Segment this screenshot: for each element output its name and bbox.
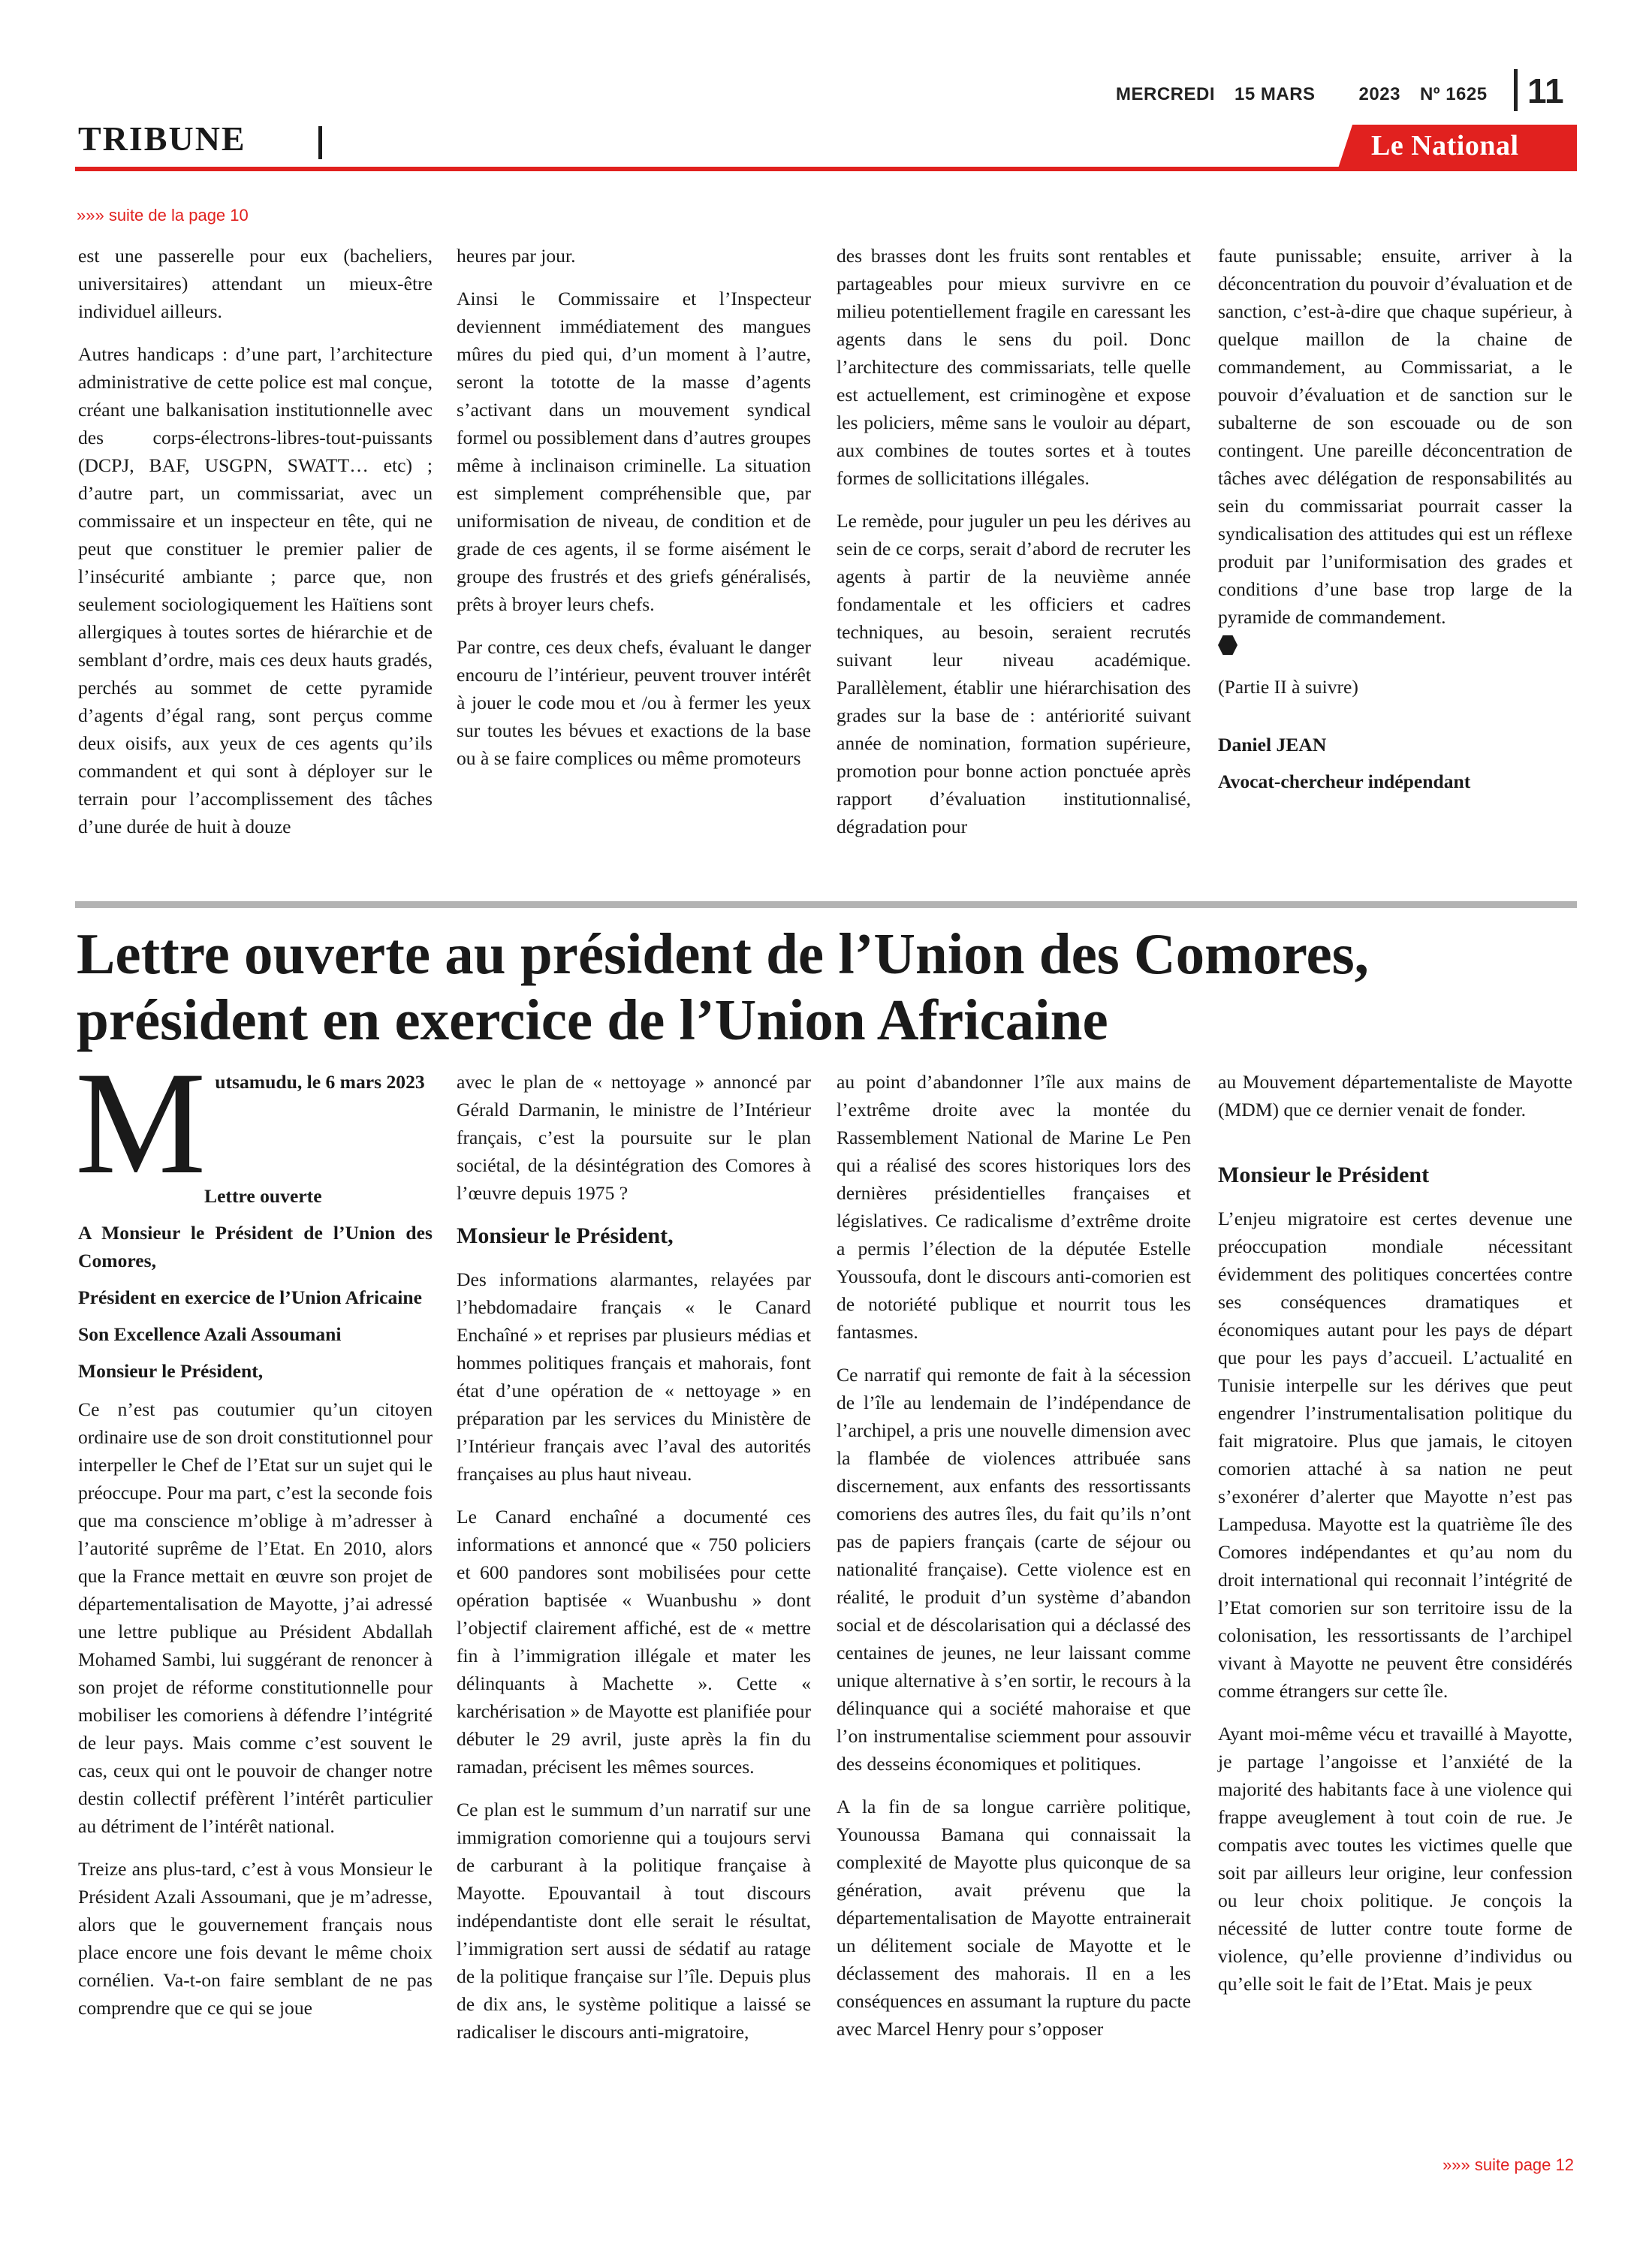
addressee-line: Président en exercice de l’Union Africaine — [78, 1286, 422, 1308]
letter-kind: Lettre ouverte — [204, 1185, 322, 1207]
paragraph: est une passerelle pour eux (bacheliers, universitaires) attendant un mieux-être individuel ailleurs. — [78, 245, 433, 322]
paragraph: Le Canard enchaîné a documenté ces informations et annoncé que « 750 policiers et 600 pandores sont mobilisées pour cette opération baptisée « Wuanbushu » dont l’objectif clairement affiché, est de « mettre fin à l’immigration illégale et mater les délinquants à Machette ». Cette « karchérisation » de Mayotte est planifiée pour débuter le 29 avril, juste après la fin du ramadan, précisent les mêmes sources. — [457, 1506, 811, 1778]
page-number-divider — [1514, 69, 1518, 111]
paragraph: Par contre, ces deux chefs, évaluant le danger encouru de l’intérieur, peuvent trouver intérêt à jouer le code mou et /ou à fermer les yeux sur toutes les bévues et exactions de la base ou à se faire complices ou même promoteurs — [457, 636, 811, 769]
paragraph: Treize ans plus-tard, c’est à vous Monsieur le Président Azali Assoumani, que je m’adresse, alors que le gouvernement français nous place encore une fois devant le même choix cornélien. Va-t-on faire semblant de ne pas comprendre que ce qui se joue — [78, 1858, 433, 2019]
issue-date-line — [1116, 84, 1507, 105]
main-article-column-2 — [457, 1068, 811, 2061]
end-mark-icon — [1218, 635, 1237, 655]
top-article-column-1 — [78, 242, 433, 855]
page-number: 11 — [1527, 71, 1564, 110]
paragraph: avec le plan de « nettoyage » annoncé par Gérald Darmanin, le ministre de l’Intérieur français, c’est la poursuite sur le plan sociétal, de la désintégration des Comores à l’œuvre depuis 1975 ? — [457, 1071, 811, 1204]
top-article-column-4 — [1218, 242, 1572, 810]
paragraph: Autres handicaps : d’une part, l’architecture administrative de cette police est mal conçue, créant une balkanisation institutionnelle avec des corps-électrons-libres-tout-puissants (DCPJ, BAF, USGPN, SWATT… etc) ; d’autre part, un commissariat, avec un commissaire et un inspecteur en tête, qui ne peut que constituer le premier palier de l’insécurité ambiante ; parce que, non seulement sociologiquement les Haïtiens sont allergiques à toutes sortes de hiérarchie et de semblant d’ordre, mais ces deux hauts gradés, perchés au sommet de cette pyramide d’agents d’égal rang, sont perçus comme deux oisifs, aux yeux de ces agents qu’ils commandent et qui sont à déployer sur le terrain pour l’accomplissement des tâches d’une durée de huit à douze — [78, 343, 433, 837]
issue-day: MERCREDI — [1116, 84, 1216, 104]
top-article-column-2 — [457, 242, 811, 787]
paragraph: des brasses dont les fruits sont rentables et partageables pour mieux survivre en ce milieu potentiellement fragile en caressant les agents dans le sens du poil. Donc l’architecture des commissariats, telle quelle est actuellement, est criminogène et expose les policiers, même sans le vouloir au départ, aux combines de toutes sortes et à toutes formes de sollicitations illégales. — [837, 245, 1191, 489]
issue-number: Nº 1625 — [1419, 84, 1488, 104]
article-separator — [75, 901, 1577, 908]
to-follow-note: (Partie II à suivre) — [1218, 676, 1358, 698]
paragraph: Ce n’est pas coutumier qu’un citoyen ordinaire use de son droit constitutionnel pour interpeller le Chef de l’Etat sur un sujet qui le préoccupe. Pour ma part, c’est la seconde fois que ma conscience m’oblige à m’adresser à l’autorité suprême de l’Etat. En 2010, alors que la France mettait en œuvre son projet de départementalisation de Mayotte, j’ai adressé une lettre publique au Président Abdallah Mohamed Sambi, lui suggérant de renoncer à son projet de réforme constitutionnelle pour mobiliser les comoriens à défendre l’intégrité de leur pays. Mais comme c’est souvent le cas, ceux qui ont le pouvoir de changer notre destin collectif préfèrent l’intérêt particulier au détriment de l’intérêt national. — [78, 1398, 433, 1837]
top-article-column-3 — [837, 242, 1191, 855]
paragraph: au Mouvement départementaliste de Mayotte (MDM) que ce dernier venait de fonder. — [1218, 1071, 1572, 1120]
main-article-column-4 — [1218, 1068, 1572, 2013]
author-title: Avocat-chercheur indépendant — [1218, 771, 1471, 792]
paragraph: Des informations alarmantes, relayées par l’hebdomadaire français « le Canard Enchaîné » et reprises par plusieurs médias et hommes politiques français et mahorais, font état d’une opération de « nettoyage » en préparation par les services du Ministère de l’Intérieur français avec l’aval des autorités françaises au plus haut niveau. — [457, 1268, 811, 1485]
subheading: Monsieur le Président, — [457, 1223, 674, 1248]
paragraph: Ayant moi-même vécu et travaillé à Mayotte, je partage l’angoisse et l’anxiété de la majorité des habitants face à une violence qui frappe aveuglement à tout coin de rue. Je compatis avec toutes les victimes quelle que soit par ailleurs leur origine, leur confession ou leur choix politique. Je conçois la nécessité de lutter contre toute forme de violence, qu’elle provienne d’individus ou qu’elle soit le fait de l’Etat. Mais je peux — [1218, 1723, 1572, 1995]
section-title: TRIBUNE — [78, 119, 246, 158]
subheading: Monsieur le Président — [1218, 1163, 1430, 1187]
paragraph: heures par jour. — [457, 245, 576, 267]
continued-to-label: »»» suite page 12 — [1442, 2155, 1574, 2174]
paragraph: Le remède, pour juguler un peu les dérives au sein de ce corps, serait d’abord de recruter les agents à partir de la neuvième année fondamentale et les officiers et cadres techniques, au besoin, seraient recrutés suivant leur niveau académique. Parallèlement, établir une hiérarchisation des grades sur la base de : antériorité suivant année de nomination, formation supérieure, promotion pour bonne action ponctuée après rapport d’évaluation institutionnalisé, dégradation pour — [837, 510, 1191, 837]
brand-name: Le National — [1371, 130, 1519, 161]
section-divider — [318, 126, 322, 159]
drop-cap: M — [75, 1042, 206, 1205]
main-article-column-3 — [837, 1068, 1191, 2058]
author-name: Daniel JEAN — [1218, 734, 1327, 756]
main-article-column-1 — [75, 1042, 433, 2037]
paragraph: L’enjeu migratoire est certes devenue une préoccupation mondiale nécessitant évidemment des politiques concertées contre ses conséquences dramatiques et économiques autant pour les pays de départ que pour les pays d’accueil. L’actualité en Tunisie interpelle sur les dérives que peut engendrer l’instrumentalisation politique du fait migratoire. Plus que jamais, le citoyen comorien attaché à sa nation ne peut s’exonérer d’alerter que Mayotte n’est pas Lampedusa. Mayotte est la quatrième île des Comores indépendantes et qu’au nom du droit international qui reconnait l’intégrité de l’Etat comorien sur son territoire issu de la colonisation, les ressortissants de l’archipel vivant à Mayotte ne peuvent être considérés comme étrangers sur cette île. — [1218, 1208, 1572, 1702]
continued-from-label: »»» suite de la page 10 — [77, 206, 249, 225]
paragraph: au point d’abandonner l’île aux mains de l’extrême droite avec la montée du Rassemblement National de Marine Le Pen qui a réalisé des scores historiques lors des dernières présidentielles françaises et législatives. Ce radicalisme d’extrême droite a permis l’élection de la députée Estelle Youssoufa, dont le discours anti-comorien est de notoriété publique et nourrit tous les fantasmes. — [837, 1071, 1191, 1343]
issue-year: 2023 — [1358, 84, 1400, 104]
dateline: utsamudu, le 6 mars 2023 — [215, 1071, 425, 1093]
paragraph: Ainsi le Commissaire et l’Inspecteur deviennent immédiatement des mangues mûres du pied qui, d’un moment à l’autre, seront la tototte de la masse d’agents s’activant dans un mouvement syndical formel ou possiblement dans d’autres groupes même à inclinaison criminelle. La situation est simplement compréhensible que, par uniformisation de niveau, de condition et de grade de ces agents, il se forme aisément le groupe des frustrés et des griefs généralisés, prêts à broyer leurs chefs. — [457, 288, 811, 615]
paragraph: A la fin de sa longue carrière politique, Younoussa Bamana qui connaissait la complexité de Mayotte plus quiconque de sa génération, avait prévenu que la départementalisation de Mayotte entrainerait un délitement sociale de Mayotte et le déclassement des mahorais. Il en a les conséquences en assumant la rupture du pacte avec Marcel Henry pour s’opposer — [837, 1796, 1191, 2040]
paragraph: faute punissable; ensuite, arriver à la déconcentration du pouvoir d’évaluation et de sanction, c’est-à-dire que chaque supérieur, à quelque maillon de la chaine de commandement, au Commissariat, a le pouvoir d’évaluation et de sanction sur le subalterne de son escouade ou de son contingent. Une pareille déconcentration de tâches avec délégation de responsabilités au sein du commissariat pourrait casser la syndicalisation des attitudes qui est un réflexe produit par l’uniformisation des grades et conditions d’une base trop large de la pyramide de commandement. — [1218, 245, 1572, 628]
paragraph: Ce plan est le summum d’un narratif sur une immigration comorienne qui a toujours servi de carburant à la politique française à Mayotte. Epouvantail à tout discours indépendantiste dont elle serait le résultat, l’immigration sert aussi de sédatif au ratage de la politique française sur l’île. Depuis plus de dix ans, le système politique a laissé se radicaliser le discours anti-migratoire, — [457, 1799, 811, 2043]
salutation: Monsieur le Président, — [78, 1360, 264, 1382]
paragraph: Ce narratif qui remonte de fait à la sécession de l’île au lendemain de l’indépendance de l’archipel, a pris une nouvelle dimension avec la flambée de violences attribuée sans discernement, aux enfants des ressortissants comoriens des autres îles, du fait qu’ils n’ont pas de papiers français (carte de séjour ou nationalité française). Cette violence est en réalité, le produit d’un système d’abandon social et de déscolarisation qui a déclassé des centaines de jeunes, ne leur laissant comme unique alternative à s’en sortir, le recours à la délinquance qui a société mahoraise et que l’on instrumentalise sciemment pour assouvir des desseins économiques et politiques. — [837, 1364, 1191, 1775]
issue-date: 15 MARS — [1234, 84, 1316, 104]
addressee-line: Son Excellence Azali Assoumani — [78, 1323, 342, 1345]
article-headline: Lettre ouverte au président de l’Union des Comores, président en exercice de l’Union Africaine — [77, 921, 1369, 1052]
addressee-line: A Monsieur le Président de l’Union des Comores, — [78, 1222, 433, 1271]
